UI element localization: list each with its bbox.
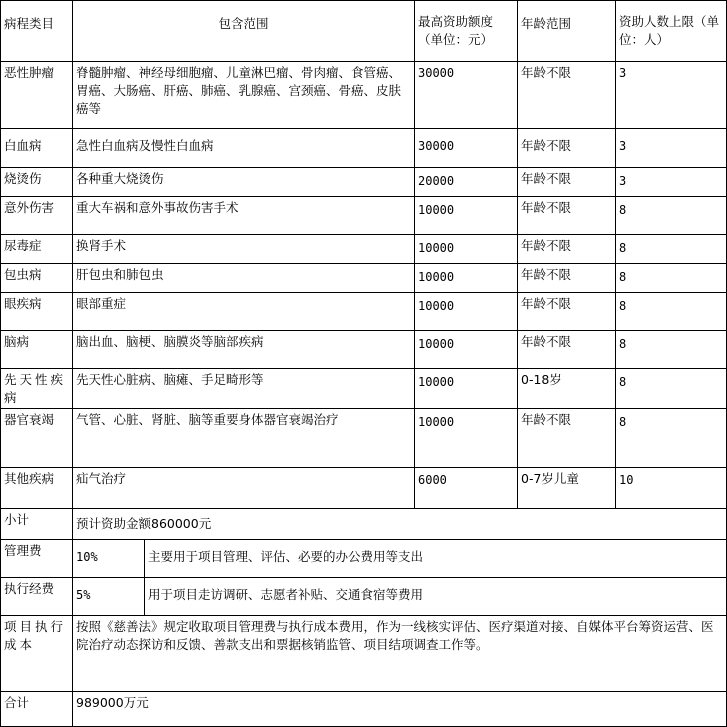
row-amount: 30000 (414, 61, 517, 128)
row-category: 烧烫伤 (0, 167, 72, 196)
exec-cost-label: 项目执行成本 (0, 615, 72, 691)
row-amount: 6000 (414, 467, 517, 508)
row-people: 8 (615, 330, 727, 368)
row-amount: 10000 (414, 368, 517, 408)
row-amount: 10000 (414, 263, 517, 292)
row-category: 脑病 (0, 330, 72, 368)
exec-cost-desc: 按照《慈善法》规定收取项目管理费与执行成本费用，作为一线核实评估、医疗渠道对接、自媒体平台筹资运营、医院治疗动态探访和反馈、善款支出和票据核销监管、项目结项调查工作等。 (72, 615, 727, 691)
row-scope: 换肾手术 (72, 234, 414, 263)
row-scope: 重大车祸和意外事故伤害手术 (72, 196, 414, 234)
row-age: 年龄不限 (517, 196, 615, 234)
row-category: 眼疾病 (0, 292, 72, 330)
row-age: 0-18岁 (517, 368, 615, 408)
exec-fee-pct: 5% (72, 577, 144, 615)
row-category: 其他疾病 (0, 467, 72, 508)
row-category: 白血病 (0, 128, 72, 167)
row-scope: 疝气治疗 (72, 467, 414, 508)
row-amount: 10000 (414, 408, 517, 467)
row-age: 年龄不限 (517, 234, 615, 263)
row-people: 8 (615, 234, 727, 263)
row-age: 年龄不限 (517, 167, 615, 196)
total-label: 合计 (0, 691, 72, 727)
row-scope: 急性白血病及慢性白血病 (72, 128, 414, 167)
row-scope: 脊髓肿瘤、神经母细胞瘤、儿童淋巴瘤、骨肉瘤、食管癌、胃癌、大肠癌、肝癌、肺癌、乳腺癌、宫颈癌、骨癌、皮肤癌等 (72, 61, 414, 128)
mgmt-fee-desc: 主要用于项目管理、评估、必要的办公费用等支出 (144, 539, 727, 577)
row-category: 意外伤害 (0, 196, 72, 234)
row-age: 年龄不限 (517, 408, 615, 467)
row-scope: 气管、心脏、肾脏、脑等重要身体器官衰竭治疗 (72, 408, 414, 467)
row-age: 年龄不限 (517, 292, 615, 330)
row-age: 年龄不限 (517, 61, 615, 128)
row-people: 8 (615, 368, 727, 408)
subtotal-label: 小计 (0, 508, 72, 539)
row-category: 尿毒症 (0, 234, 72, 263)
row-people: 8 (615, 196, 727, 234)
row-category: 恶性肿瘤 (0, 61, 72, 128)
header-scope: 包含范围 (72, 0, 414, 61)
exec-fee-desc: 用于项目走访调研、志愿者补贴、交通食宿等费用 (144, 577, 727, 615)
row-people: 3 (615, 167, 727, 196)
row-category: 器官衰竭 (0, 408, 72, 467)
mgmt-fee-pct: 10% (72, 539, 144, 577)
row-scope: 各种重大烧烫伤 (72, 167, 414, 196)
row-people: 3 (615, 128, 727, 167)
subtotal-value: 预计资助金额860000元 (72, 508, 727, 539)
row-age: 年龄不限 (517, 330, 615, 368)
row-category: 先天性疾病 (0, 368, 72, 408)
mgmt-fee-label: 管理费 (0, 539, 72, 577)
row-people: 8 (615, 263, 727, 292)
row-amount: 30000 (414, 128, 517, 167)
header-max-amount: 最高资助额度（单位：元） (414, 0, 517, 61)
row-people: 3 (615, 61, 727, 128)
row-age: 年龄不限 (517, 263, 615, 292)
exec-fee-label: 执行经费 (0, 577, 72, 615)
row-amount: 10000 (414, 330, 517, 368)
row-amount: 20000 (414, 167, 517, 196)
row-people: 10 (615, 467, 727, 508)
row-amount: 10000 (414, 196, 517, 234)
row-category: 包虫病 (0, 263, 72, 292)
header-max-people: 资助人数上限（单位：人） (615, 0, 727, 61)
total-value: 989000万元 (72, 691, 727, 727)
row-age: 0-7岁儿童 (517, 467, 615, 508)
header-category: 病程类目 (0, 0, 72, 61)
row-scope: 眼部重症 (72, 292, 414, 330)
row-scope: 先天性心脏病、脑瘫、手足畸形等 (72, 368, 414, 408)
row-people: 8 (615, 408, 727, 467)
row-scope: 脑出血、脑梗、脑膜炎等脑部疾病 (72, 330, 414, 368)
row-age: 年龄不限 (517, 128, 615, 167)
header-age-range: 年龄范围 (517, 0, 615, 61)
row-amount: 10000 (414, 234, 517, 263)
row-amount: 10000 (414, 292, 517, 330)
row-people: 8 (615, 292, 727, 330)
row-scope: 肝包虫和肺包虫 (72, 263, 414, 292)
